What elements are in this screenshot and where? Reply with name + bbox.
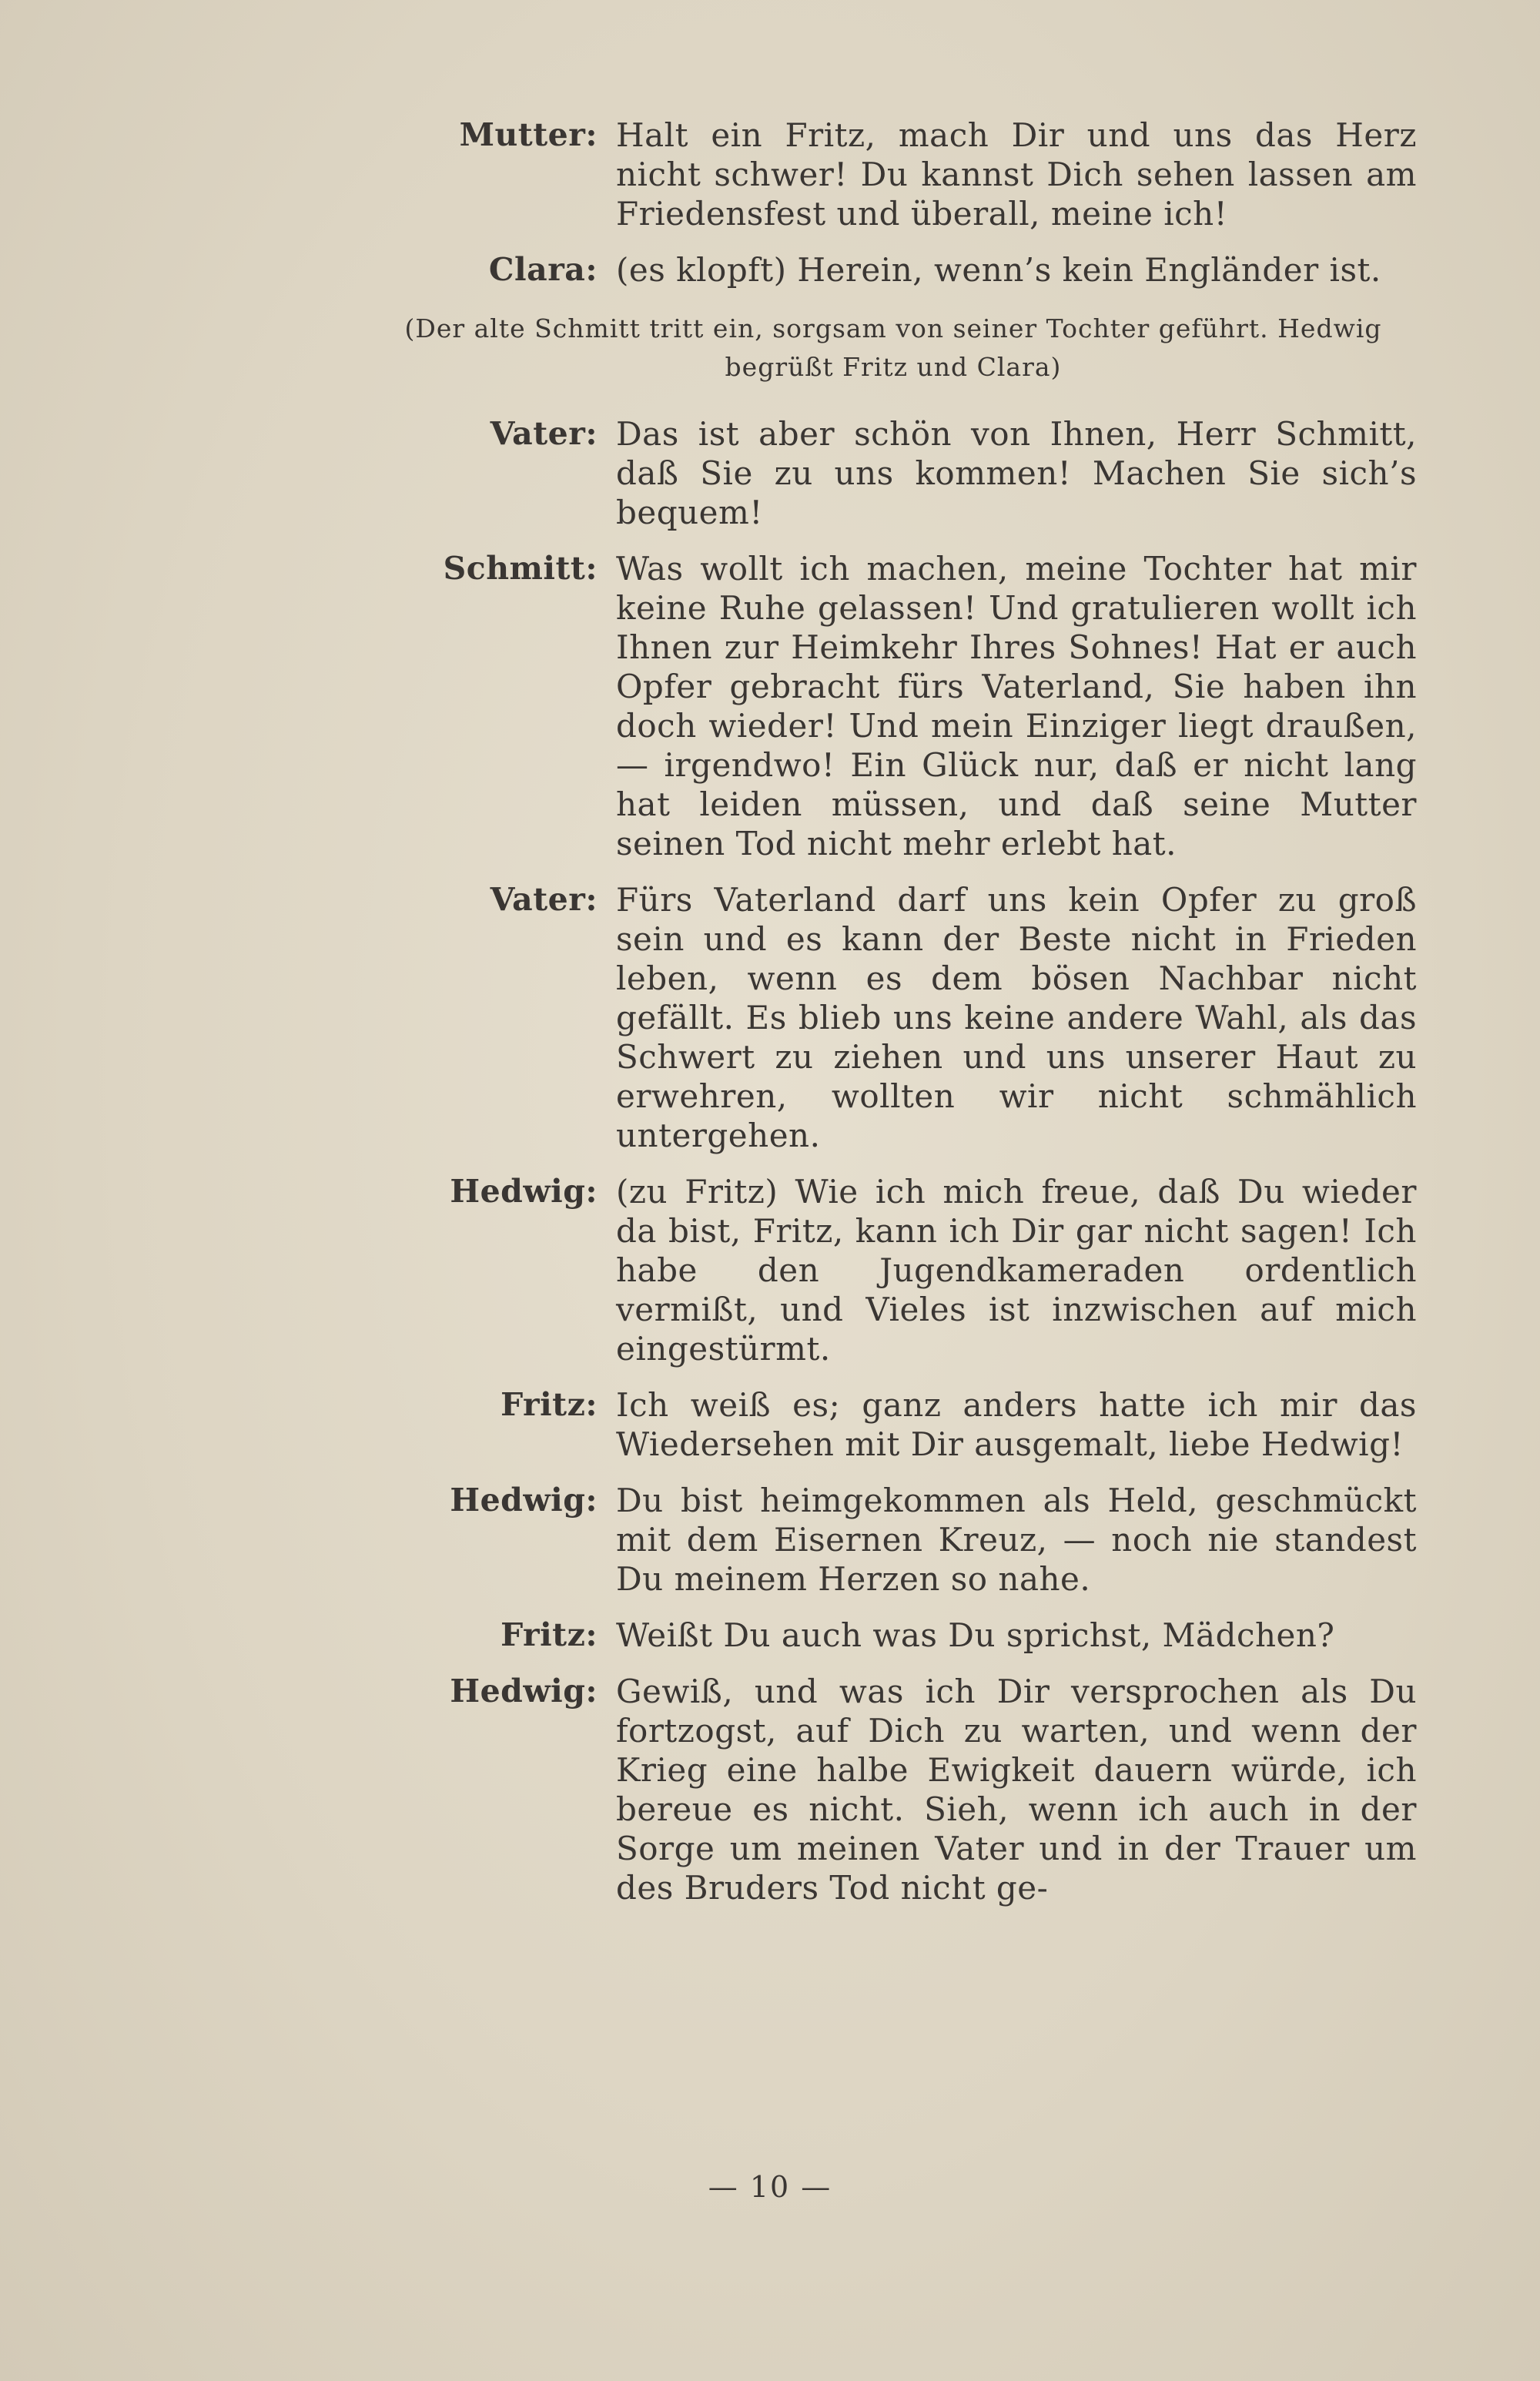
dialogue-text: (zu Fritz) Wie ich mich freue, daß Du wieder da bist, Fritz, kann ich Dir gar nicht sagen! Ich habe den Jugendkameraden ordentlich vermißt, und Vieles ist inzwischen auf mich eingestürmt. (616, 1173, 1417, 1368)
play-script (370, 116, 1417, 1924)
speaker-name: Hedwig: (450, 1673, 598, 1710)
speaker-name: Schmitt: (443, 550, 598, 587)
dialogue-entry (370, 1481, 1417, 1599)
dialogue-text: Was wollt ich machen, meine Tochter hat mir keine Ruhe gelassen! Und gratulieren wollt ich Ihnen zur Heimkehr Ihres Sohnes! Hat er auch Opfer gebracht fürs Vaterland, Sie haben ihn doch wieder! Und mein Einziger liegt draußen, — irgendwo! Ein Glück nur, daß er nicht lang hat leiden müssen, und daß seine Mutter seinen Tod nicht mehr erlebt hat. (616, 550, 1417, 862)
dialogue-entry (370, 1385, 1417, 1464)
dialogue-entry (370, 880, 1417, 1155)
speaker-name: Vater: (490, 881, 598, 918)
dialogue-text: Fürs Vaterland darf uns kein Opfer zu groß sein und es kann der Beste nicht in Frieden leben, wenn es dem bösen Nachbar nicht gefällt. Es blieb uns keine andere Wahl, als das Schwert zu ziehen und uns unserer Haut zu erwehren, wollten wir nicht schmählich untergehen. (616, 881, 1417, 1154)
speaker-name: Vater: (490, 415, 598, 452)
dialogue-text: Gewiß, und was ich Dir versprochen als Du fortzogst, auf Dich zu warten, und wenn der Krieg eine halbe Ewigkeit dauern würde, ich bereue es nicht. Sieh, wenn ich auch in der Sorge um meinen Vater und in der Trauer um des Bruders Tod nicht ge- (616, 1673, 1417, 1907)
dialogue-entry (370, 116, 1417, 233)
dialogue-entry (370, 1172, 1417, 1368)
dialogue-text: Weißt Du auch was Du sprichst, Mädchen? (616, 1616, 1335, 1654)
page-number: — 10 — (708, 2170, 832, 2204)
stage-direction: (Der alte Schmitt tritt ein, sorgsam von seiner Tochter geführt. Hedwig begrüßt Fritz und Clara) (404, 313, 1382, 382)
dialogue-text: (es klopft) Herein, wenn’s kein Engländer ist. (616, 251, 1381, 289)
dialogue-text: Halt ein Fritz, mach Dir und uns das Herz nicht schwer! Du kannst Dich sehen lassen am Friedensfest und überall, meine ich! (616, 116, 1417, 233)
speaker-name: Fritz: (500, 1386, 598, 1423)
speaker-name: Hedwig: (450, 1482, 598, 1519)
dialogue-entry (370, 250, 1417, 290)
dialogue-text: Ich weiß es; ganz anders hatte ich mir das Wiedersehen mit Dir ausgemalt, liebe Hedwig! (616, 1386, 1417, 1463)
dialogue-text: Du bist heimgekommen als Held, geschmückt mit dem Eisernen Kreuz, — noch nie standest Du meinem Herzen so nahe. (616, 1482, 1417, 1598)
dialogue-text: Das ist aber schön von Ihnen, Herr Schmitt, daß Sie zu uns kommen! Machen Sie sich’s bequem! (616, 415, 1417, 531)
speaker-name: Mutter: (459, 116, 598, 153)
dialogue-entry (370, 1616, 1417, 1655)
dialogue-entry (370, 1672, 1417, 1907)
dialogue-entry (370, 414, 1417, 532)
speaker-name: Clara: (488, 251, 598, 288)
speaker-name: Fritz: (500, 1616, 598, 1653)
speaker-name: Hedwig: (450, 1173, 598, 1210)
dialogue-entry (370, 549, 1417, 863)
